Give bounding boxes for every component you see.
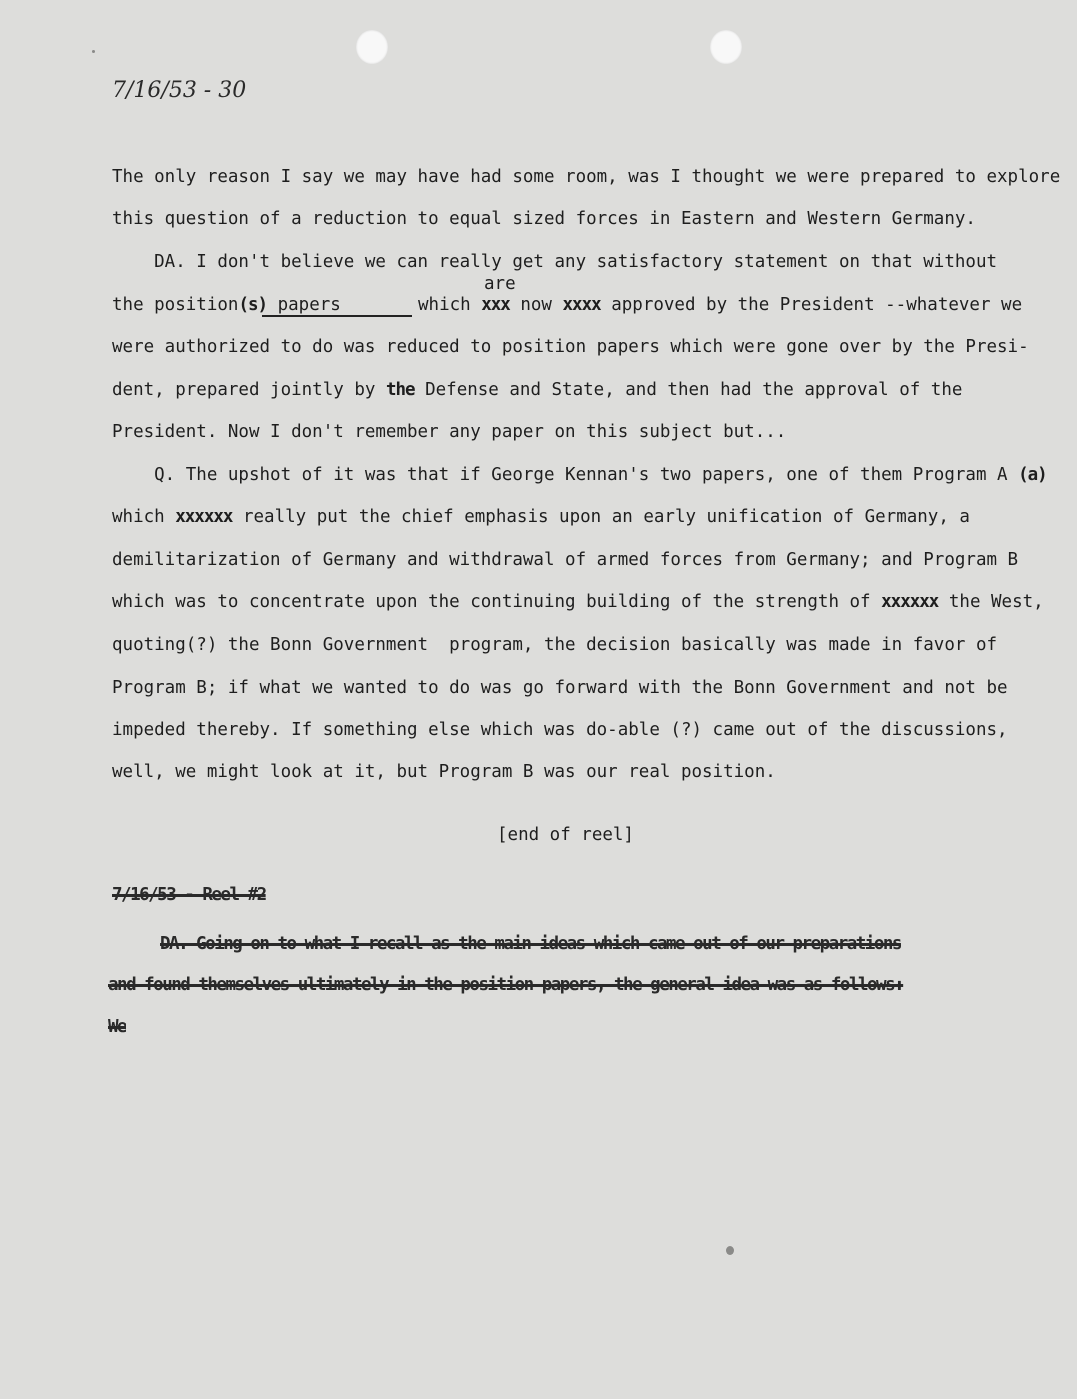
typed-over-text: (s) (238, 295, 268, 315)
paragraph-3-line-6: Program B; if what we wanted to do was go forward with the Bonn Government and not be (112, 678, 1008, 698)
punch-hole-right (710, 30, 742, 64)
paragraph-2-line-3: were authorized to do was reduced to position papers which were gone over by the Presi- (112, 337, 1029, 357)
text-run: really put the chief emphasis upon an early unification of Germany, a (232, 507, 970, 527)
paper-speck (726, 1246, 734, 1255)
text-run: the position (112, 295, 239, 315)
page-reference: 7/16/53 - 30 (112, 78, 247, 103)
typed-over-text: the (385, 380, 415, 400)
typed-over-text: xxxx (562, 295, 601, 315)
text-run: approved by the President --whatever we (600, 295, 1023, 315)
paragraph-3-line-7: impeded thereby. If something else which was do-able (?) came out of the discussions, (112, 720, 1008, 740)
text-run: the West, (938, 592, 1044, 612)
paper-speck (92, 50, 95, 53)
text-run: now (509, 295, 563, 315)
paragraph-2-line-4 (112, 379, 962, 401)
paragraph-3-line-5: quoting(?) the Bonn Government program, the decision basically was made in favor of (112, 635, 998, 655)
typed-underline (262, 315, 412, 317)
text-run: which was to concentrate upon the continuing building of the strength of (112, 592, 882, 612)
paragraph-3-line-3: demilitarization of Germany and withdrawal of armed forces from Germany; and Program B (112, 550, 1019, 570)
paragraph-2-line-2 (112, 294, 341, 316)
text-run: which (112, 507, 176, 527)
typed-over-text: xxx (481, 295, 510, 315)
struck-line-2: and found themselves ultimately in the position papers, the general idea was as follows: (108, 975, 904, 995)
paragraph-3-line-8: well, we might look at it, but Program B was our real position. (112, 762, 776, 782)
typed-over-text: xxxxxx (881, 592, 939, 612)
text-run: dent, prepared jointly by (112, 380, 386, 400)
typed-over-text: (a) (1018, 465, 1047, 485)
typed-over-text: xxxxxx (175, 507, 233, 527)
paragraph-2-line-2-continued (418, 294, 1022, 316)
end-of-reel-note: [end of reel] (497, 825, 634, 845)
paragraph-3-line-1 (112, 464, 1047, 486)
paragraph-2-line-5: President. Now I don't remember any paper on this subject but... (112, 422, 787, 442)
text-run: which (418, 295, 482, 315)
paragraph-1-line-2: this question of a reduction to equal sized forces in Eastern and Western Germany. (112, 209, 976, 229)
paragraph-3-line-2 (112, 506, 970, 528)
paragraph-3-line-4 (112, 591, 1044, 613)
interlinear-insertion: are (484, 274, 516, 294)
text-run: Defense and State, and then had the approval of the (414, 380, 963, 400)
text-run: Q. The upshot of it was that if George Kennan's two papers, one of them Program A (112, 465, 1019, 485)
text-run: papers (267, 295, 341, 315)
paragraph-2-line-1: DA. I don't believe we can really get any satisfactory statement on that without (112, 252, 998, 272)
struck-line-1: DA. Going on to what I recall as the main ideas which came out of our preparations (160, 934, 901, 954)
punch-hole-left (356, 30, 388, 64)
paragraph-1-line-1: The only reason I say we may have had some room, was I thought we were prepared to explore (112, 167, 1061, 187)
struck-line-3: We (108, 1017, 127, 1037)
struck-heading: 7/16/53 - Reel #2 (112, 885, 266, 905)
